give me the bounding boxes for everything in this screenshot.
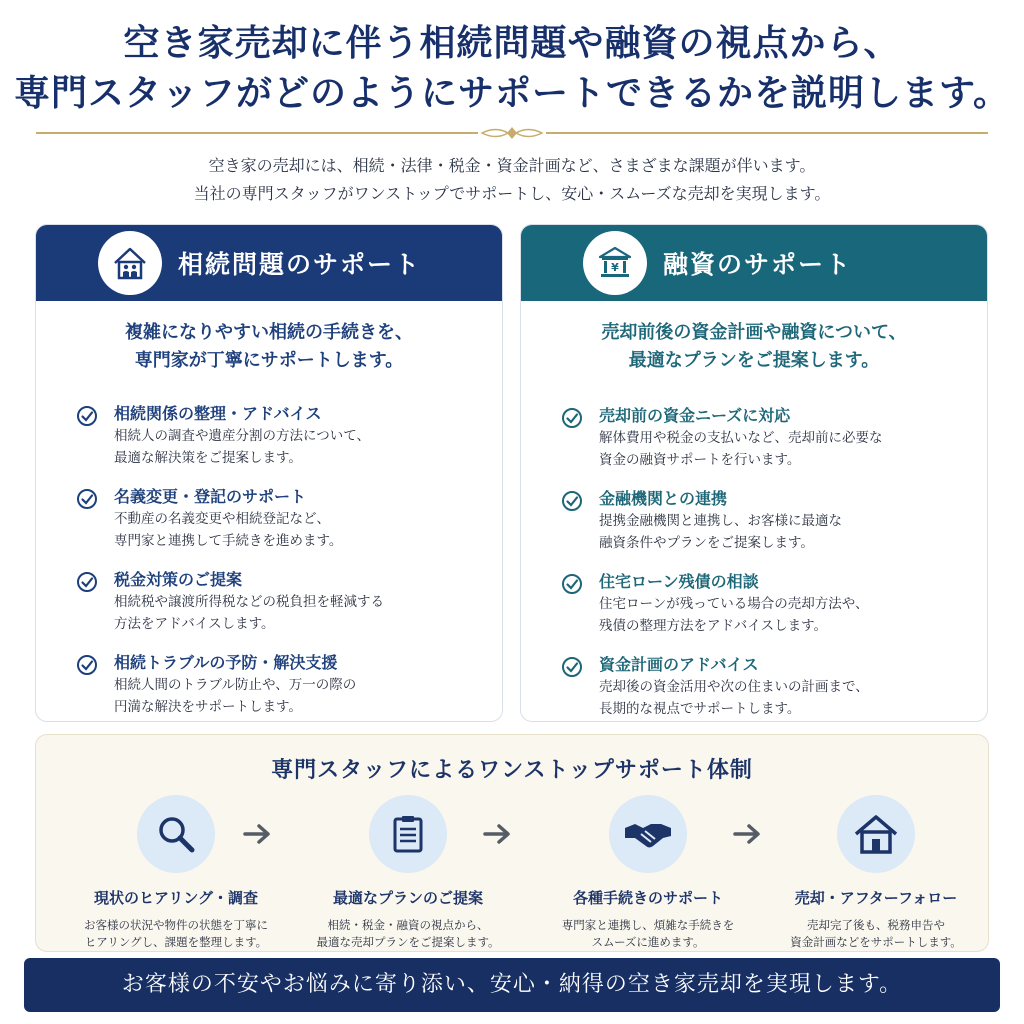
item-description: 相続税や譲渡所得税などの税負担を軽減する 方法をアドバイスします。: [114, 594, 384, 632]
list-item: [561, 488, 987, 554]
step-title: 最適なプランのご提案: [332, 889, 483, 907]
finance-lead-line-2: 最適なプランをご提案します。: [628, 350, 880, 371]
step-description: 売却完了後も、税務申告や 資金計画などをサポートします。: [790, 918, 962, 949]
clipboard-icon: [369, 795, 447, 873]
inheritance-lead-line-1: 複雑になりやすい相続の手続きを、: [125, 322, 413, 343]
handshake-icon: [609, 795, 687, 873]
list-item: [76, 403, 502, 469]
item-description: 提携金融機関と連携し、お客様に最適な 融資条件やプランをご提案します。: [599, 513, 842, 551]
svg-text:¥: ¥: [611, 261, 619, 274]
item-title: 金融機関との連携: [599, 489, 728, 508]
inheritance-item-list: [36, 403, 502, 718]
inheritance-lead-line-2: 専門家が丁寧にサポートします。: [134, 350, 404, 371]
item-title: 相続トラブルの予防・解決支援: [114, 653, 338, 672]
check-circle-icon: [76, 488, 98, 510]
item-description: 解体費用や税金の支払いなど、売却前に必要な 資金の融資サポートを行います。: [599, 430, 883, 468]
house-icon: [837, 795, 915, 873]
list-item: [76, 486, 502, 552]
flow-step-proposal: [293, 795, 523, 951]
title-line-1: 空き家売却に伴う相続問題や融資の視点から、: [123, 22, 901, 64]
inheritance-card-title: 相続問題のサポート: [178, 250, 422, 279]
one-stop-support-flow: [35, 734, 989, 952]
step-title: 売却・アフターフォロー: [794, 889, 958, 907]
finance-lead-line-1: 売却前後の資金計画や融資について、: [601, 322, 907, 343]
inheritance-card-header: [36, 225, 502, 301]
check-circle-icon: [561, 490, 583, 512]
arrow-right-icon: [733, 823, 763, 845]
finance-support-card: [520, 224, 988, 722]
item-title: 相続関係の整理・アドバイス: [114, 404, 322, 423]
item-title: 住宅ローン残債の相談: [599, 572, 759, 591]
flow-step-procedures: [533, 795, 763, 951]
inheritance-card-lead: [36, 319, 502, 375]
arrow-right-icon: [483, 823, 513, 845]
intro-line-1: 空き家の売却には、相続・法律・税金・資金計画など、さまざまな課題が伴います。: [208, 156, 816, 175]
step-description: 専門家と連携し、煩雑な手続きを スムーズに進めます。: [561, 918, 735, 949]
flow-step-hearing: [61, 795, 291, 951]
ornament-icon: [478, 124, 546, 142]
flow-title: 専門スタッフによるワンストップサポート体制: [271, 758, 753, 783]
item-title: 税金対策のご提案: [114, 570, 243, 589]
item-description: 相続人間のトラブル防止や、万一の際の 円満な解決をサポートします。: [114, 677, 357, 715]
list-item: [76, 569, 502, 635]
finance-card-header: [521, 225, 987, 301]
title-line-2: 専門スタッフがどのようにサポートできるかを説明します。: [13, 72, 1011, 114]
check-circle-icon: [561, 407, 583, 429]
check-circle-icon: [76, 571, 98, 593]
item-description: 相続人の調査や遺産分割の方法について、 最適な解決策をご提案します。: [114, 428, 370, 466]
finance-card-title: 融資のサポート: [663, 250, 853, 279]
list-item: [561, 654, 987, 720]
check-circle-icon: [76, 654, 98, 676]
check-circle-icon: [76, 405, 98, 427]
item-title: 名義変更・登記のサポート: [114, 487, 307, 506]
step-description: 相続・税金・融資の視点から、 最適な売却プランをご提案します。: [316, 918, 500, 949]
house-family-icon: [98, 231, 162, 295]
closing-banner: お客様の不安やお悩みに寄り添い、安心・納得の空き家売却を実現します。: [24, 958, 1000, 1012]
inheritance-support-card: [35, 224, 503, 722]
finance-item-list: [521, 405, 987, 720]
arrow-right-icon: [243, 823, 273, 845]
step-title: 各種手続きのサポート: [572, 889, 723, 907]
finance-card-lead: [521, 319, 987, 375]
intro-text: [0, 152, 1024, 208]
item-description: 不動産の名義変更や相続登記など、 専門家と連携して手続きを進めます。: [114, 511, 343, 549]
list-item: [561, 571, 987, 637]
check-circle-icon: [561, 573, 583, 595]
item-title: 資金計画のアドバイス: [599, 655, 759, 674]
magnifier-icon: [137, 795, 215, 873]
item-description: 売却後の資金活用や次の住まいの計画まで、 長期的な視点でサポートします。: [599, 679, 869, 717]
page-title: [0, 18, 1024, 118]
bank-yen-icon: [583, 231, 647, 295]
list-item: [561, 405, 987, 471]
item-title: 売却前の資金ニーズに対応: [599, 406, 791, 425]
intro-line-2: 当社の専門スタッフがワンストップでサポートし、安心・スムーズな売却を実現します。: [193, 184, 831, 203]
step-description: お客様の状況や物件の状態を丁寧に ヒアリングし、課題を整理します。: [84, 918, 268, 949]
list-item: [76, 652, 502, 718]
item-description: 住宅ローンが残っている場合の売却方法や、 残債の整理方法をアドバイスします。: [599, 596, 869, 634]
flow-step-after-follow: [761, 795, 991, 951]
check-circle-icon: [561, 656, 583, 678]
step-title: 現状のヒアリング・調査: [93, 889, 259, 907]
